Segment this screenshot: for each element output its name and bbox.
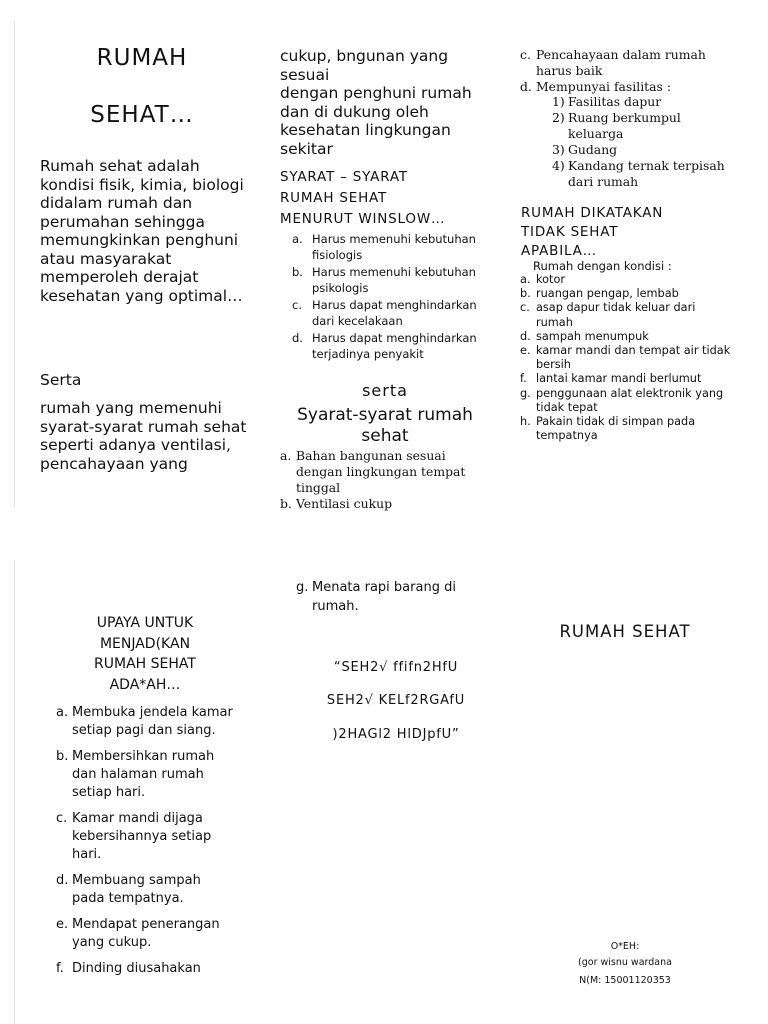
serta-label: Serta <box>40 371 82 389</box>
list-label: g. <box>520 386 531 400</box>
column-divider <box>14 20 15 508</box>
list-label: a. <box>56 705 69 720</box>
list-item <box>292 264 487 296</box>
list-item <box>56 748 234 802</box>
back-title: RUMAH SEHAT <box>559 622 691 641</box>
list-text: Harus memenuhi kebutuhan psikologis <box>312 265 476 295</box>
list-label: e. <box>56 917 69 932</box>
list-text: Membuang sampah pada tempatnya. <box>72 873 201 906</box>
list-label: d. <box>520 329 531 343</box>
list-text: Mendapat penerangan yang cukup. <box>72 917 220 950</box>
heading-line: TIDAK SEHAT <box>521 224 619 240</box>
list-label: d. <box>292 331 303 345</box>
upaya-list <box>56 704 234 978</box>
list-item <box>56 960 234 978</box>
list-label: b. <box>280 496 292 511</box>
heading-line: MENURUT WINSLOW… <box>280 211 446 227</box>
author-block <box>540 939 710 989</box>
heading-line: APABILA… <box>521 243 597 259</box>
list-item <box>520 79 735 95</box>
list-item <box>56 916 234 952</box>
list-item <box>520 47 735 79</box>
continuation-paragraph: cukup, bngunan yang sesuai dengan penghuni rumah dan di dukung oleh kesehatan lingkungan sekitar <box>280 47 472 158</box>
list-text: kamar mandi dan tempat air tidak bersih <box>536 344 731 372</box>
list-label: h. <box>520 415 531 429</box>
list-label: 3) <box>552 142 565 157</box>
list-text: Bahan bangunan sesuai dengan lingkungan tempat tinggal <box>296 448 466 495</box>
serta-label: serta <box>362 381 408 400</box>
list-text: kotor <box>536 273 566 286</box>
list-text: lantai kamar mandi berlumut <box>536 372 702 386</box>
list-label: b. <box>56 749 69 764</box>
syarat-list-continued <box>520 47 735 95</box>
list-item <box>520 330 732 344</box>
heading-line: RUMAH DIKATAKAN <box>521 205 664 221</box>
list-text: Membuka jendela kamar setiap pagi dan siang. <box>72 705 233 738</box>
list-item <box>552 110 737 142</box>
heading-line: RUMAH SEHAT <box>280 190 388 206</box>
list-text: Membersihkan rumah dan halaman rumah setiap hari. <box>72 749 215 800</box>
list-item <box>520 344 732 372</box>
title-sehat: SEHAT… <box>90 102 194 128</box>
list-text: Gudang <box>568 142 618 157</box>
list-text: Fasilitas dapur <box>568 94 662 109</box>
author-nim: N(M: 15001120353 <box>579 975 671 986</box>
list-label: g. <box>296 580 309 595</box>
list-text: penggunaan alat elektronik yang tidak tepat <box>536 386 724 414</box>
list-item <box>552 158 737 190</box>
list-item <box>552 142 737 158</box>
item-g <box>296 578 456 616</box>
list-text: sampah menumpuk <box>536 329 649 343</box>
motto-line: )2HAGl2 HlDJpfU” <box>332 727 460 742</box>
list-label: 2) <box>552 110 565 125</box>
list-text: Harus dapat menghindarkan terjadinya penyakit <box>312 331 477 361</box>
list-text: Harus dapat menghindarkan dari kecelakaan <box>312 298 477 328</box>
list-label: f. <box>56 961 64 976</box>
list-label: 1) <box>552 94 565 109</box>
list-label: d. <box>520 79 532 94</box>
heading-line: SYARAT – SYARAT <box>280 169 408 185</box>
list-label: b. <box>292 265 303 279</box>
list-item <box>292 297 487 329</box>
list-item <box>280 496 480 512</box>
list-label: f. <box>520 372 527 386</box>
list-text: ruangan pengap, lembab <box>536 287 679 301</box>
list-text: Mempunyai fasilitas : <box>536 79 672 94</box>
motto-line: “SEH2√ ffifn2HfU <box>333 660 459 675</box>
syarat-heading: Syarat-syarat rumah sehat <box>297 405 473 446</box>
fasilitas-list <box>552 94 737 190</box>
list-text: Ventilasi cukup <box>296 496 393 511</box>
list-label: a. <box>292 232 303 246</box>
motto-line: SEH2√ KELf2RGAfU <box>326 693 466 708</box>
list-text: Kandang ternak terpisah dari rumah <box>568 158 725 189</box>
list-text: Menata rapi barang di rumah. <box>312 580 456 614</box>
list-item <box>520 301 732 329</box>
author-label: O*EH: <box>610 941 640 952</box>
list-item <box>280 448 480 496</box>
list-label: b. <box>520 287 531 301</box>
list-item <box>56 704 234 740</box>
list-item <box>292 231 487 263</box>
list-item <box>520 415 732 443</box>
list-text: Dinding diusahakan <box>72 961 201 976</box>
motto-quote <box>296 660 496 742</box>
list-text: Ruang berkumpul keluarga <box>568 110 681 141</box>
list-label: a. <box>520 273 531 286</box>
list-label: d. <box>56 873 69 888</box>
winslow-list <box>292 231 487 363</box>
author-name: (gor wisnu wardana <box>578 957 672 968</box>
list-label: e. <box>520 344 531 358</box>
list-item <box>292 330 487 362</box>
list-text: Harus memenuhi kebutuhan fisiologis <box>312 232 476 262</box>
list-label: c. <box>56 811 68 826</box>
list-text: Kamar mandi dijaga kebersihannya setiap hari. <box>72 811 212 862</box>
list-text: Pakain tidak di simpan pada tempatnya <box>536 415 696 443</box>
list-label: c. <box>520 47 531 62</box>
list-label: c. <box>292 298 302 312</box>
upaya-heading: UPAYA UNTUK MENJAD(KAN RUMAH SEHAT ADA*AH… <box>94 615 196 693</box>
list-item <box>56 872 234 908</box>
title-rumah: RUMAH <box>96 45 188 71</box>
list-label: 4) <box>552 158 565 173</box>
list-item <box>520 387 732 415</box>
list-item <box>520 287 732 301</box>
list-item <box>520 273 732 287</box>
intro-paragraph: Rumah sehat adalah kondisi fisik, kimia, biologi didalam rumah dan perumahan sehingga memungkinkan penghuni atau masyarakat memperoleh derajat kesehatan yang optimal… <box>40 157 244 305</box>
kondisi-list <box>520 273 732 443</box>
winslow-heading <box>280 167 445 230</box>
list-item <box>552 94 737 110</box>
list-item <box>520 372 732 386</box>
list-item <box>56 810 234 864</box>
list-label: c. <box>520 301 530 315</box>
list-text: Pencahayaan dalam rumah harus baik <box>536 47 706 78</box>
syarat-list <box>280 448 480 512</box>
list-label: a. <box>280 448 292 463</box>
ventilation-paragraph: rumah yang memenuhi syarat-syarat rumah sehat seperti adanya ventilasi, pencahayaan yang <box>40 399 247 473</box>
column-divider <box>14 560 15 1024</box>
list-text: asap dapur tidak keluar dari rumah <box>536 301 696 329</box>
kondisi-intro: Rumah dengan kondisi : <box>533 259 672 273</box>
tidak-sehat-heading <box>521 204 663 261</box>
